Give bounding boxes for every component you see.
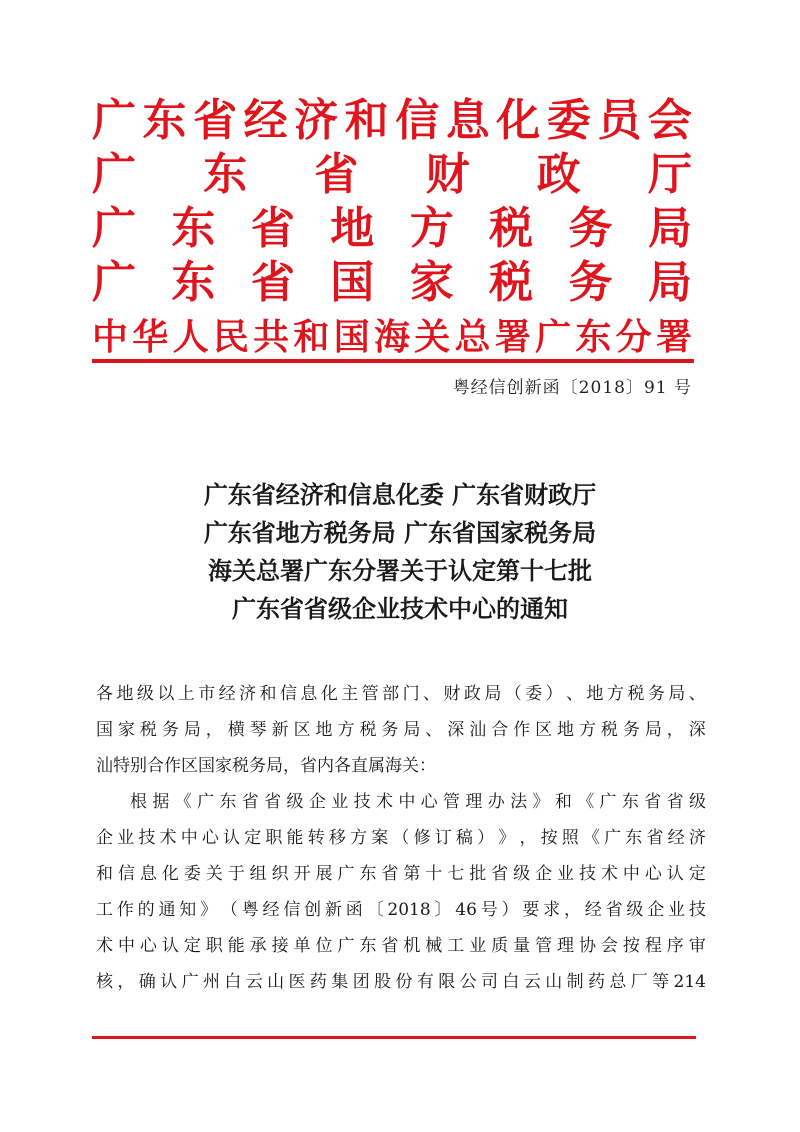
glyph: 东 <box>203 149 248 200</box>
glyph: 局 <box>668 684 686 704</box>
glyph: 云 <box>523 972 541 992</box>
glyph: 东 <box>142 95 187 146</box>
org-name-4 <box>92 256 692 310</box>
glyph: 署 <box>494 317 531 358</box>
glyph: 息 <box>445 95 490 146</box>
glyph: 地 <box>315 720 333 740</box>
glyph: 企 <box>647 900 665 920</box>
glyph: 医 <box>288 972 306 992</box>
glyph: 东 <box>575 317 612 358</box>
glyph: ， <box>519 828 537 848</box>
glyph: 心 <box>644 864 662 884</box>
glyph: 稿 <box>455 828 473 848</box>
glyph: 白 <box>224 972 242 992</box>
glyph: 认 <box>666 864 684 884</box>
document-title <box>80 476 720 628</box>
glyph: 管 <box>361 684 379 704</box>
glyph: 承 <box>249 936 267 956</box>
glyph: 要 <box>522 900 540 920</box>
document-body <box>96 676 706 1000</box>
glyph: 民 <box>212 317 249 358</box>
glyph: 有 <box>416 972 434 992</box>
glyph: 税 <box>600 720 618 740</box>
org-name-2 <box>92 148 692 202</box>
body-line <box>96 964 706 1000</box>
glyph: 通 <box>158 900 176 920</box>
glyph: 心 <box>139 936 157 956</box>
glyph: 济 <box>688 828 706 848</box>
glyph: 、 <box>425 720 443 740</box>
glyph: 方 <box>578 720 596 740</box>
glyph: 横 <box>227 720 245 740</box>
glyph: 员 <box>597 95 642 146</box>
glyph: 局 <box>647 257 692 308</box>
glyph: 广 <box>181 972 199 992</box>
glyph: 药 <box>309 972 327 992</box>
glyph: 广 <box>604 828 622 848</box>
glyph: 认 <box>161 936 179 956</box>
glyph: 企 <box>535 864 553 884</box>
glyph: 经 <box>218 684 236 704</box>
glyph: 省 <box>381 864 399 884</box>
glyph: 广 <box>337 936 355 956</box>
glyph: 案 <box>371 828 389 848</box>
glyph: 质 <box>491 936 509 956</box>
glyph: 据 <box>152 792 170 812</box>
glyph: 《 <box>577 792 595 812</box>
glyph: 管 <box>443 792 461 812</box>
glyph: 方 <box>350 828 368 848</box>
glyph: 省 <box>381 936 399 956</box>
glyph: 技 <box>138 828 156 848</box>
glyph: 程 <box>644 936 662 956</box>
glyph: 作 <box>116 900 134 920</box>
glyph: 的 <box>137 900 155 920</box>
glyph: 信 <box>117 864 135 884</box>
glyph: 知 <box>179 900 197 920</box>
glyph: 省 <box>644 792 662 812</box>
glyph: 总 <box>454 317 491 358</box>
glyph: 公 <box>459 972 477 992</box>
glyph: 委 <box>183 864 201 884</box>
glyph: 位 <box>315 936 333 956</box>
glyph: 厅 <box>647 149 692 200</box>
glyph: 家 <box>117 720 135 740</box>
glyph: 《 <box>174 792 192 812</box>
glyph: 税 <box>489 203 534 254</box>
glyph: 集 <box>331 972 349 992</box>
glyph: 云 <box>245 972 263 992</box>
letterhead <box>92 94 692 364</box>
document-number: 粤经信创新函〔2018〕91 号 <box>452 378 692 398</box>
glyph: 政 <box>536 149 581 200</box>
glyph: 工 <box>447 936 465 956</box>
glyph: 东 <box>171 203 216 254</box>
glyph: 地 <box>330 203 375 254</box>
glyph: 广 <box>535 317 572 358</box>
glyph: 会 <box>647 95 692 146</box>
org-name-5 <box>92 312 692 364</box>
glyph: 量 <box>513 936 531 956</box>
glyph: 税 <box>359 720 377 740</box>
body-line <box>96 676 706 712</box>
glyph: 国 <box>96 720 113 740</box>
glyph: 和 <box>293 317 330 358</box>
glyph: 部 <box>382 684 400 704</box>
glyph: 作 <box>513 720 531 740</box>
glyph: 审 <box>688 936 706 956</box>
glyph: 海 <box>373 317 410 358</box>
glyph: 广 <box>599 792 617 812</box>
glyph: 省 <box>250 257 295 308</box>
glyph: 方 <box>409 203 454 254</box>
glyph: 政 <box>463 684 481 704</box>
glyph: 《 <box>582 828 600 848</box>
glyph: 定 <box>688 864 706 884</box>
glyph: 中 <box>180 828 198 848</box>
glyph: 业 <box>331 792 349 812</box>
glyph: 财 <box>425 149 470 200</box>
glyph: 省 <box>250 203 295 254</box>
org-name-1 <box>92 94 692 148</box>
glyph: 税 <box>627 684 645 704</box>
glyph: 主 <box>341 684 359 704</box>
glyph: 等 <box>652 972 670 992</box>
glyph: 按 <box>540 828 558 848</box>
glyph: 东 <box>625 828 643 848</box>
glyph: 术 <box>96 936 113 956</box>
glyph: 心 <box>201 828 219 848</box>
glyph: 方 <box>606 684 624 704</box>
body-line <box>96 712 706 748</box>
glyph: 厂 <box>630 972 648 992</box>
footer-divider <box>92 1036 696 1039</box>
glyph: 创 <box>304 900 322 920</box>
glyph: 合 <box>491 720 509 740</box>
glyph: 〕 <box>434 900 452 920</box>
glyph: 技 <box>578 864 596 884</box>
glyph: 委 <box>525 684 543 704</box>
glyph: 广 <box>92 257 136 308</box>
glyph: 企 <box>308 792 326 812</box>
glyph: 深 <box>688 720 706 740</box>
glyph: 息 <box>300 684 318 704</box>
glyph: 局 <box>484 684 502 704</box>
glyph: （ <box>504 684 522 704</box>
glyph: 技 <box>353 792 371 812</box>
body-line <box>96 892 706 928</box>
glyph: 》 <box>498 828 516 848</box>
glyph: 术 <box>159 828 177 848</box>
glyph: 分 <box>615 317 652 358</box>
glyph: 批 <box>469 864 487 884</box>
glyph: 级 <box>626 900 644 920</box>
glyph: 协 <box>578 936 596 956</box>
glyph: 各 <box>96 684 113 704</box>
glyph: 方 <box>337 720 355 740</box>
glyph: 务 <box>622 720 640 740</box>
title-line: 广东省省级企业技术中心的通知 <box>232 595 568 623</box>
glyph: 核 <box>96 972 113 992</box>
glyph: 工 <box>96 900 113 920</box>
glyph: 信 <box>279 684 297 704</box>
glyph: 序 <box>666 936 684 956</box>
glyph: 深 <box>447 720 465 740</box>
body-line: 汕特别合作区国家税务局，省内各直属海关： <box>96 756 436 776</box>
glyph: 函 <box>345 900 363 920</box>
glyph: 职 <box>265 828 283 848</box>
glyph: 东 <box>171 257 216 308</box>
glyph: 华 <box>132 317 169 358</box>
glyph: 46 <box>455 900 477 920</box>
glyph: 、 <box>423 684 440 704</box>
glyph: 机 <box>403 936 421 956</box>
glyph: 家 <box>409 257 454 308</box>
title-line: 海关总署广东分署关于认定第十七批 <box>208 557 592 585</box>
glyph: 关 <box>205 864 223 884</box>
glyph: ， <box>666 720 684 740</box>
glyph: 署 <box>655 317 692 358</box>
glyph: 和 <box>96 864 113 884</box>
title-line: 广东省经济和信息化委 广东省财政厅 <box>203 481 597 509</box>
glyph: 化 <box>161 864 179 884</box>
glyph: 局 <box>644 720 662 740</box>
glyph: 开 <box>293 864 311 884</box>
glyph: 广 <box>92 149 136 200</box>
glyph: 国 <box>330 257 375 308</box>
glyph: 中 <box>622 864 640 884</box>
glyph: 务 <box>568 203 613 254</box>
glyph: 经 <box>243 95 288 146</box>
glyph: ） <box>501 900 519 920</box>
glyph: 管 <box>535 936 553 956</box>
glyph: 2018 <box>387 900 431 920</box>
glyph: 中 <box>92 317 129 358</box>
glyph: 〔 <box>366 900 384 920</box>
glyph: 局 <box>403 720 421 740</box>
glyph: 法 <box>510 792 528 812</box>
glyph: 省 <box>666 792 684 812</box>
glyph: 企 <box>96 828 113 848</box>
glyph: 于 <box>227 864 245 884</box>
glyph: 》 <box>200 900 218 920</box>
glyph: （ <box>220 900 238 920</box>
glyph: 省 <box>193 95 238 146</box>
glyph: 省 <box>314 149 359 200</box>
glyph: 市 <box>198 684 216 704</box>
glyph: 区 <box>535 720 553 740</box>
glyph: 东 <box>621 792 639 812</box>
glyph: 份 <box>395 972 413 992</box>
glyph: 中 <box>398 792 416 812</box>
glyph: 织 <box>271 864 289 884</box>
glyph: 根 <box>130 792 147 812</box>
glyph: 息 <box>139 864 157 884</box>
glyph: 团 <box>352 972 370 992</box>
glyph: 组 <box>249 864 267 884</box>
glyph: 认 <box>160 972 178 992</box>
glyph: 东 <box>219 792 237 812</box>
glyph: 级 <box>513 864 531 884</box>
glyph: 粤 <box>241 900 259 920</box>
glyph: 新 <box>271 720 289 740</box>
glyph: 省 <box>491 864 509 884</box>
glyph: 济 <box>239 684 257 704</box>
glyph: 财 <box>443 684 461 704</box>
glyph: 和 <box>344 95 389 146</box>
glyph: 修 <box>413 828 431 848</box>
glyph: 认 <box>223 828 241 848</box>
body-line <box>96 856 706 892</box>
glyph: 业 <box>469 936 487 956</box>
glyph: 中 <box>117 936 135 956</box>
glyph: 技 <box>688 900 706 920</box>
glyph: 会 <box>600 936 618 956</box>
glyph: 司 <box>481 972 499 992</box>
glyph: 单 <box>293 936 311 956</box>
glyph: 局 <box>647 203 692 254</box>
glyph: 十 <box>425 864 443 884</box>
glyph: 转 <box>307 828 325 848</box>
glyph: 务 <box>568 257 613 308</box>
glyph: 信 <box>283 900 301 920</box>
glyph: 限 <box>438 972 456 992</box>
glyph: 制 <box>566 972 584 992</box>
glyph: 确 <box>138 972 156 992</box>
glyph: 级 <box>688 792 706 812</box>
glyph: 务 <box>647 684 665 704</box>
glyph: 务 <box>381 720 399 740</box>
glyph: 国 <box>333 317 370 358</box>
glyph: 级 <box>286 792 304 812</box>
glyph: 山 <box>267 972 285 992</box>
glyph: 东 <box>359 936 377 956</box>
glyph: 信 <box>395 95 440 146</box>
glyph: 第 <box>403 864 421 884</box>
letterhead-divider <box>92 359 694 363</box>
glyph: 东 <box>359 864 377 884</box>
glyph: 接 <box>271 936 289 956</box>
glyph: 移 <box>328 828 346 848</box>
glyph: 省 <box>241 792 259 812</box>
glyph: 广 <box>197 792 215 812</box>
org-name-3 <box>92 202 692 256</box>
glyph: 订 <box>434 828 452 848</box>
glyph: 业 <box>557 864 575 884</box>
glyph: 按 <box>622 936 640 956</box>
glyph: 业 <box>117 828 135 848</box>
glyph: 地 <box>116 684 134 704</box>
glyph: 白 <box>502 972 520 992</box>
glyph: 经 <box>584 900 602 920</box>
glyph: 化 <box>320 684 338 704</box>
glyph: 委 <box>546 95 591 146</box>
glyph: 业 <box>668 900 686 920</box>
glyph: 能 <box>286 828 304 848</box>
glyph: 广 <box>92 95 136 146</box>
glyph: 能 <box>227 936 245 956</box>
glyph: 人 <box>172 317 209 358</box>
glyph: ） <box>545 684 563 704</box>
glyph: 广 <box>337 864 355 884</box>
glyph: ， <box>205 720 223 740</box>
glyph: 局 <box>183 720 201 740</box>
glyph: 经 <box>262 900 280 920</box>
glyph: 上 <box>177 684 195 704</box>
glyph: 理 <box>557 936 575 956</box>
glyph: 总 <box>609 972 627 992</box>
glyph: 省 <box>646 828 664 848</box>
glyph: 药 <box>587 972 605 992</box>
glyph: 股 <box>374 972 392 992</box>
glyph: 汕 <box>469 720 487 740</box>
glyph: 和 <box>554 792 572 812</box>
glyph: 、 <box>688 684 706 704</box>
body-line <box>96 928 706 964</box>
glyph: 经 <box>667 828 685 848</box>
title-line: 广东省地方税务局 广东省国家税务局 <box>203 519 597 547</box>
glyph: 械 <box>425 936 443 956</box>
glyph: 省 <box>264 792 282 812</box>
glyph: 术 <box>375 792 393 812</box>
glyph: 心 <box>420 792 438 812</box>
glyph: 、 <box>566 684 584 704</box>
glyph: 州 <box>202 972 220 992</box>
glyph: 地 <box>586 684 604 704</box>
glyph: 区 <box>293 720 311 740</box>
glyph: ） <box>477 828 495 848</box>
glyph: 化 <box>496 95 541 146</box>
glyph: 门 <box>402 684 420 704</box>
glyph: 办 <box>487 792 505 812</box>
glyph: 新 <box>324 900 342 920</box>
body-line <box>96 820 706 856</box>
glyph: 级 <box>136 684 154 704</box>
glyph: 定 <box>183 936 201 956</box>
glyph: 广 <box>92 203 136 254</box>
glyph: 琴 <box>249 720 267 740</box>
glyph: 税 <box>489 257 534 308</box>
glyph: 地 <box>557 720 575 740</box>
glyph: 求 <box>543 900 561 920</box>
glyph: 职 <box>205 936 223 956</box>
glyph: （ <box>392 828 410 848</box>
glyph: 理 <box>465 792 483 812</box>
glyph: 共 <box>253 317 290 358</box>
glyph: 术 <box>600 864 618 884</box>
glyph: 税 <box>139 720 157 740</box>
glyph: 214 <box>673 972 706 992</box>
glyph: 山 <box>545 972 563 992</box>
glyph: 以 <box>157 684 175 704</box>
glyph: 照 <box>561 828 579 848</box>
glyph: 七 <box>447 864 465 884</box>
glyph: 省 <box>605 900 623 920</box>
glyph: ， <box>563 900 581 920</box>
glyph: 号 <box>480 900 498 920</box>
glyph: 》 <box>532 792 550 812</box>
glyph: ， <box>117 972 135 992</box>
glyph: 济 <box>294 95 339 146</box>
glyph: 务 <box>161 720 179 740</box>
glyph: 和 <box>259 684 277 704</box>
body-line <box>96 784 706 820</box>
glyph: 定 <box>244 828 262 848</box>
glyph: 展 <box>315 864 333 884</box>
glyph: 关 <box>414 317 451 358</box>
